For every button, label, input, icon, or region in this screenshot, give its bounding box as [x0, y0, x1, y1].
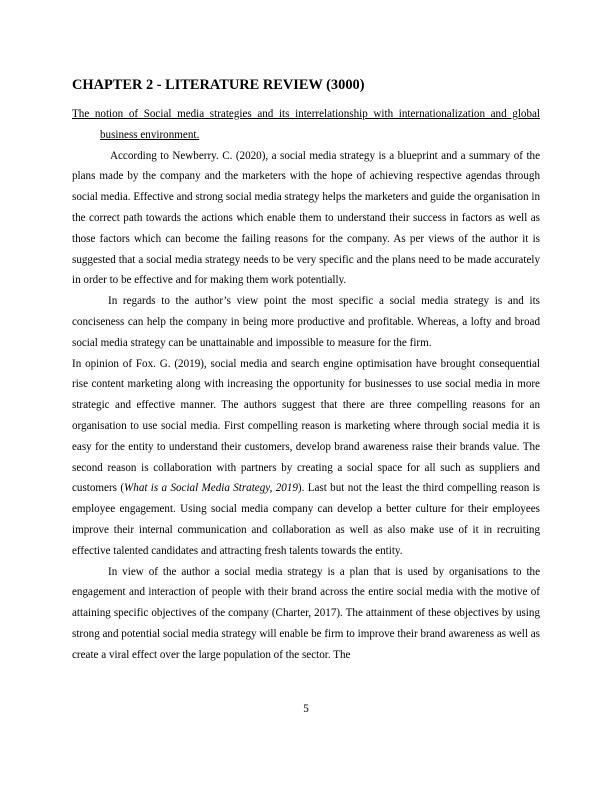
- section-subtitle-text: The notion of Social media strategies and its interrelationship with internationalization and global business environment.: [72, 108, 540, 141]
- paragraph-4: In view of the author a social media strategy is a plan that is used by organisations to the engagement and interaction of people with their brand across the entire social media with the motive of attaining specific objectives of the company (Charter, 2017). The attainment of these objectives by using strong and potential social media strategy will enable be firm to improve their brand awareness as well as create a viral effect over the large population of the sector. The: [72, 565, 540, 661]
- paragraph-2: In regards to the author’s view point the most specific a social media strategy is and its conciseness can help the company in being more productive and profitable. Whereas, a lofty and broad social media strategy can be unattainable and impossible to measure for the firm.: [72, 295, 540, 349]
- page-number: 5: [303, 703, 309, 715]
- paragraph-3-citation: What is a Social Media Strategy, 2019: [124, 482, 298, 495]
- chapter-heading: CHAPTER 2 - LITERATURE REVIEW (3000): [72, 77, 365, 93]
- page-content: [72, 76, 540, 666]
- paragraph-3-text-b: ). Last but not the least the third compelling reason is employee engagement. Using social media company can develop a better culture for their employees improve their internal communication and collaboration as well as also make use of it in recruiting effective talented candidates and attracting fresh talents towards the entity.: [72, 482, 540, 557]
- paragraph-1: According to Newberry. C. (2020), a social media strategy is a blueprint and a summary of the plans made by the company and the marketers with the hope of achieving respective agendas through social media. Effective and strong social media strategy helps the marketers and guide the organisation in the correct path towards the actions which enable them to understand their success in factors as well as those factors which can become the failing reasons for the company. As per views of the author it is suggested that a social media strategy needs to be very specific and the plans need to be made accurately in order to be effective and for making them work potentially.: [72, 149, 540, 287]
- paragraph-3: [72, 354, 540, 562]
- paragraph-3-text-a: In opinion of Fox. G. (2019), social media and search engine optimisation have brought consequential rise content marketing along with increasing the opportunity for businesses to use social media in more strategic and effective manner. The authors suggest that there are three compelling reasons for an organisation to use social media. First compelling reason is marketing where through social media it is easy for the entity to understand their customers, develop brand awareness raise their brands value. The second reason is collaboration with partners by creating a social space for all such as suppliers and customers (: [72, 357, 540, 495]
- section-subtitle: [72, 104, 540, 146]
